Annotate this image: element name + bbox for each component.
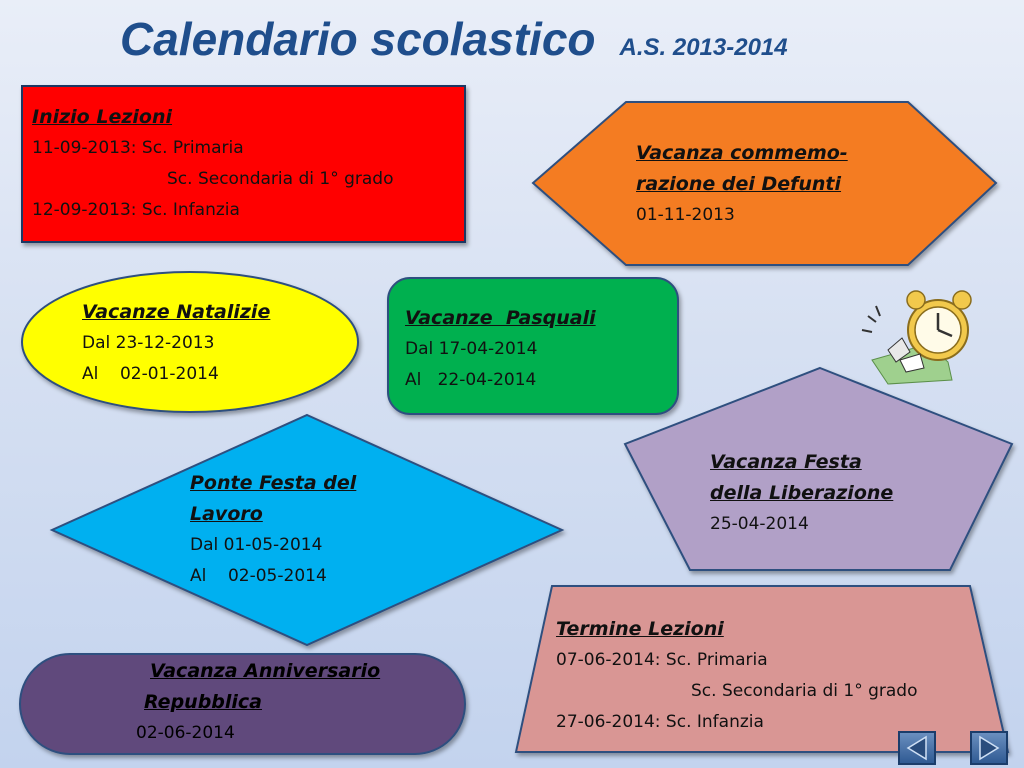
repubblica-heading-1: Vacanza Anniversario — [150, 660, 381, 682]
defunti-date: 01-11-2013 — [636, 205, 735, 225]
inizio-line-primaria: 11-09-2013: Sc. Primaria — [32, 138, 244, 158]
pasqua-heading: Vacanze Pasquali — [405, 307, 596, 329]
liberazione-heading-1: Vacanza Festa — [710, 451, 862, 473]
title-main: Calendario scolastico — [120, 13, 596, 65]
termine-line-primaria: 07-06-2014: Sc. Primaria — [556, 650, 768, 670]
pasqua-to: Al 22-04-2014 — [405, 370, 537, 390]
termine-line-secondaria: Sc. Secondaria di 1° grado — [691, 681, 918, 701]
lavoro-heading-2: Lavoro — [190, 503, 263, 525]
lavoro-from: Dal 01-05-2014 — [190, 535, 323, 555]
alarm-clock-icon — [862, 291, 971, 384]
defunti-heading-1: Vacanza commemo- — [636, 142, 848, 164]
lavoro-to: Al 02-05-2014 — [190, 566, 327, 586]
next-slide-button[interactable] — [970, 731, 1008, 765]
termine-lezioni — [556, 614, 918, 738]
title-school-year: A.S. 2013-2014 — [619, 34, 788, 61]
natale-heading: Vacanze Natalizie — [82, 301, 271, 323]
inizio-line-secondaria: Sc. Secondaria di 1° grado — [167, 169, 394, 189]
termine-heading: Termine Lezioni — [556, 618, 724, 640]
lavoro-heading-1: Ponte Festa del — [190, 472, 357, 494]
previous-slide-icon — [900, 733, 934, 763]
next-slide-icon — [972, 733, 1006, 763]
vacanza-defunti — [636, 138, 848, 231]
previous-slide-button[interactable] — [898, 731, 936, 765]
repubblica-date: 02-06-2014 — [136, 723, 235, 743]
vacanze-pasquali — [405, 303, 596, 396]
vacanze-natalizie — [82, 297, 270, 390]
anniversario-repubblica — [136, 656, 380, 749]
natale-to: Al 02-01-2014 — [82, 364, 219, 384]
inizio-lezioni — [32, 102, 394, 226]
festa-liberazione — [710, 447, 893, 540]
liberazione-date: 25-04-2014 — [710, 514, 809, 534]
defunti-heading-2: razione dei Defunti — [636, 173, 842, 195]
liberazione-heading-2: della Liberazione — [710, 482, 894, 504]
termine-line-infanzia: 27-06-2014: Sc. Infanzia — [556, 712, 764, 732]
natale-from: Dal 23-12-2013 — [82, 333, 215, 353]
pasqua-from: Dal 17-04-2014 — [405, 339, 538, 359]
repubblica-heading-2: Repubblica — [144, 691, 263, 713]
ponte-festa-lavoro — [190, 468, 356, 592]
inizio-line-infanzia: 12-09-2013: Sc. Infanzia — [32, 200, 240, 220]
inizio-lezioni-heading: Inizio Lezioni — [32, 106, 173, 128]
